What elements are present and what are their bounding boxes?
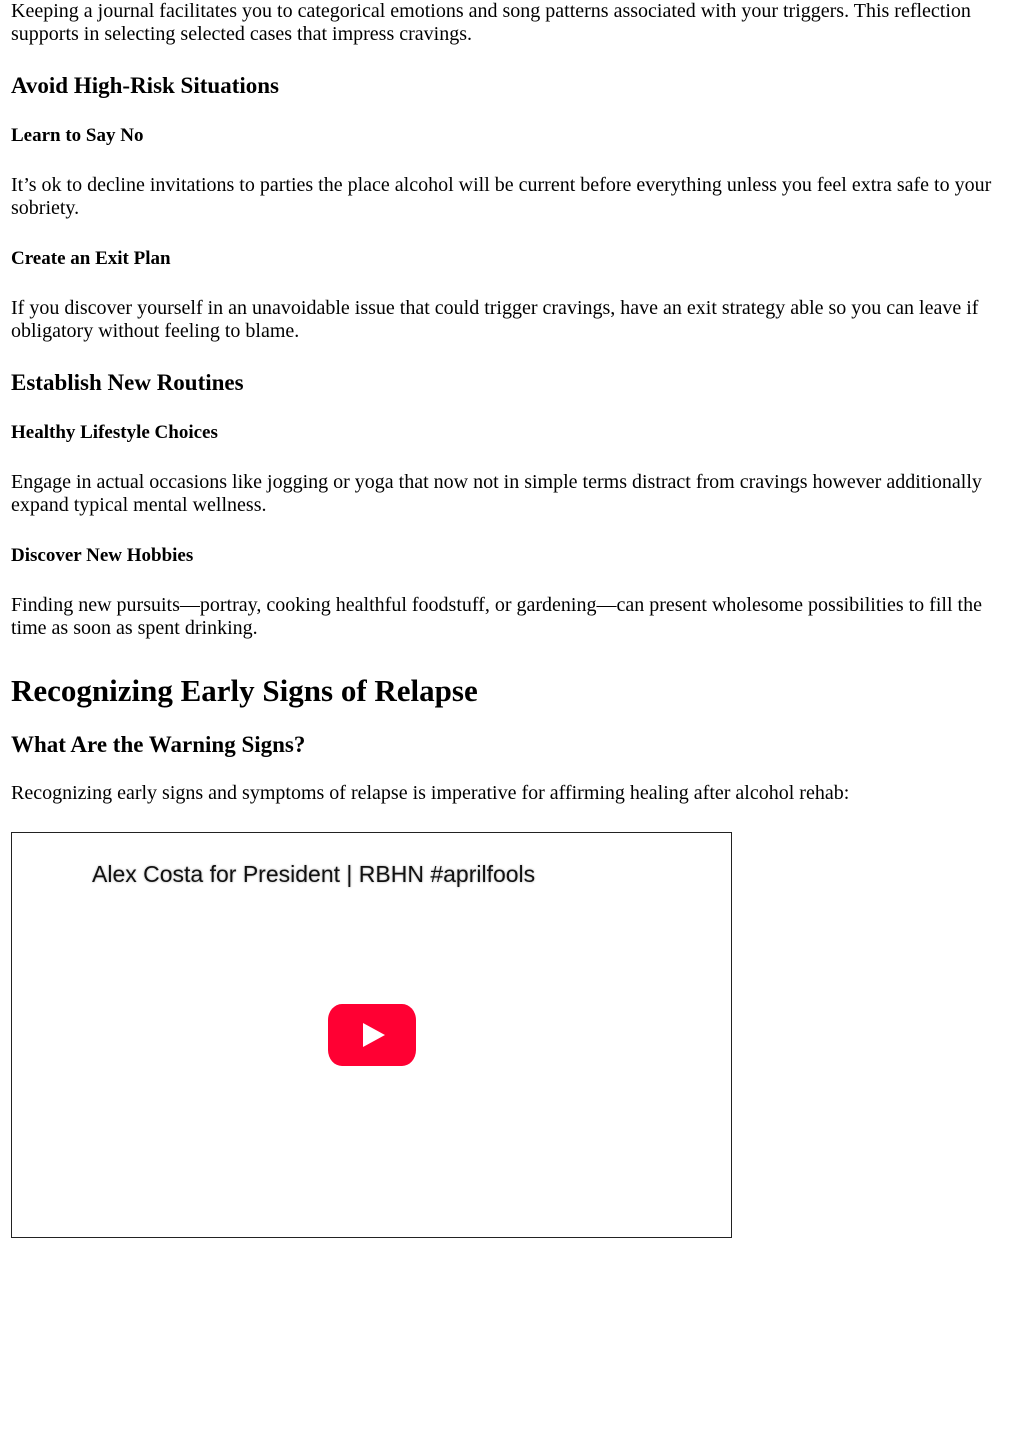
intro-paragraph: Keeping a journal facilitates you to categorical emotions and song patterns associated with your triggers. This reflection supports in selecting selected cases that impress cravings. <box>11 0 971 45</box>
paragraph-warning-signs: Recognizing early signs and symptoms of relapse is imperative for affirming healing after alcohol rehab: <box>11 782 850 804</box>
heading-new-routines: Establish New Routines <box>11 370 244 395</box>
play-triangle-icon <box>328 1004 416 1066</box>
paragraph-exit-plan: If you discover yourself in an unavoidable issue that could trigger cravings, have an exit strategy able so you can leave if obligatory without feeling to blame. <box>11 297 979 342</box>
video-embed[interactable] <box>11 832 732 1238</box>
heading-avoid-high-risk: Avoid High-Risk Situations <box>11 73 279 98</box>
heading-early-signs-relapse: Recognizing Early Signs of Relapse <box>11 673 478 708</box>
youtube-play-icon[interactable] <box>328 1004 416 1066</box>
paragraph-healthy-lifestyle: Engage in actual occasions like jogging or yoga that now not in simple terms distract from cravings however additionally expand typical mental wellness. <box>11 471 982 516</box>
subheading-warning-signs: What Are the Warning Signs? <box>11 732 306 757</box>
subheading-new-hobbies: Discover New Hobbies <box>11 545 194 566</box>
video-title[interactable]: Alex Costa for President | RBHN #aprilfools <box>92 861 536 887</box>
paragraph-learn-to-say-no: It’s ok to decline invitations to parties the place alcohol will be current before everything unless you feel extra safe to your sobriety. <box>11 174 992 219</box>
subheading-healthy-lifestyle: Healthy Lifestyle Choices <box>11 422 218 443</box>
subheading-learn-to-say-no: Learn to Say No <box>11 125 144 146</box>
paragraph-new-hobbies: Finding new pursuits—portray, cooking healthful foodstuff, or gardening—can present wholesome possibilities to fill the time as soon as spent drinking. <box>11 594 982 639</box>
article-body <box>11 0 1015 805</box>
subheading-exit-plan: Create an Exit Plan <box>11 248 171 269</box>
